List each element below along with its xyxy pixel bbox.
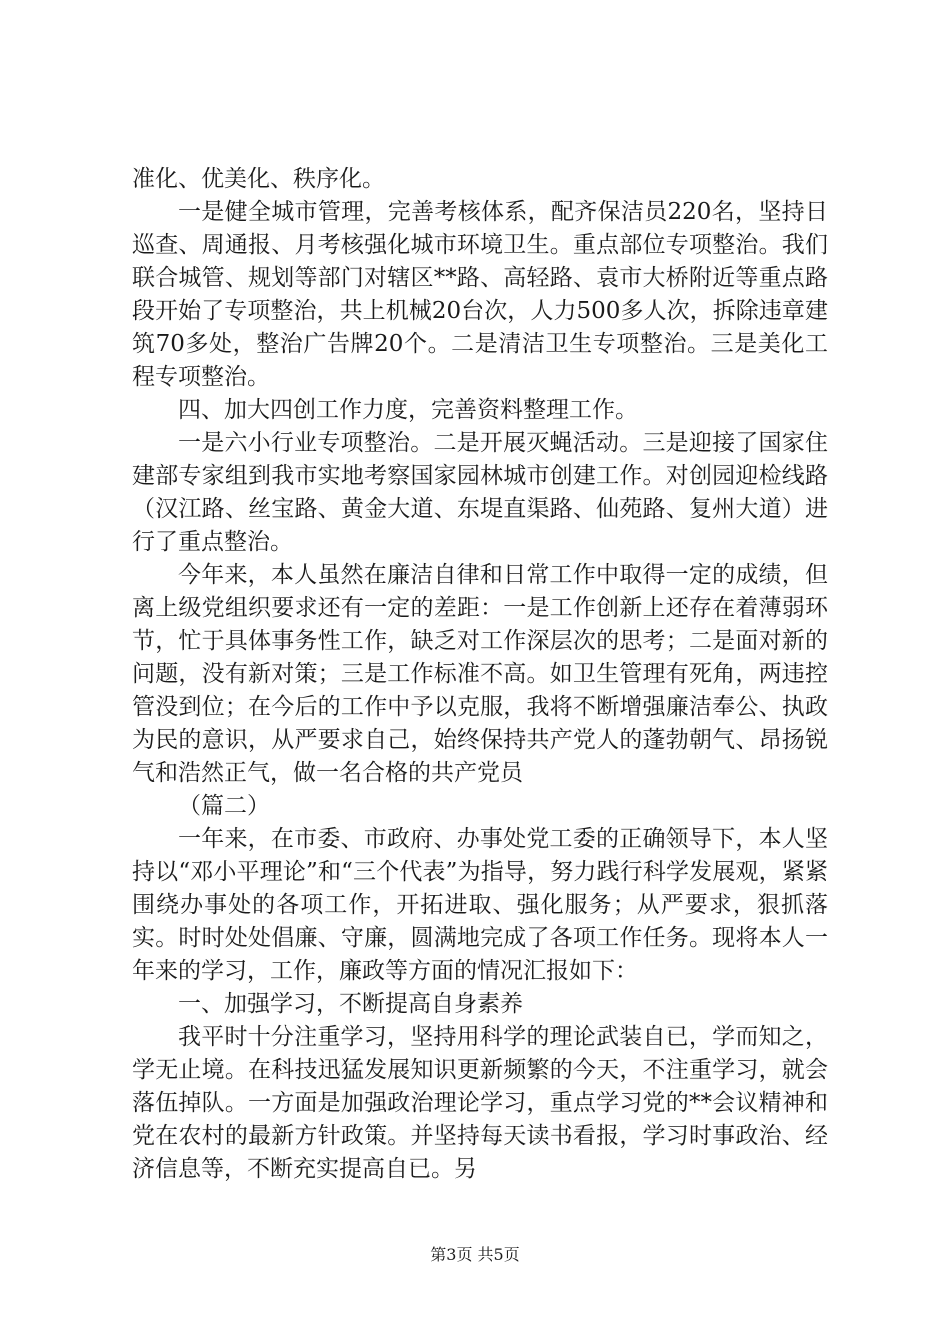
paragraph-study: 我平时十分注重学习，坚持用科学的理论武装自已，学而知之，学无止境。在科技迅猛发展知识更新频繁的今天，不注重学习，就会落伍掉队。一方面是加强政治理论学习，重点学习党的**会议精神和党在农村的最新方针政策。并坚持每天读书看报，学习时事政治、经济信息等，不断充实提高自已。另 [132, 1024, 828, 1182]
paragraph-continuation: 准化、优美化、秩序化。 [132, 166, 385, 192]
section-heading-one: 一、加强学习，不断提高自身素养 [178, 991, 523, 1017]
paragraph-special-rectification: 一是六小行业专项整治。二是开展灭蝇活动。三是迎接了国家住建部专家组到我市实地考察国家园林城市创建工作。对创园迎检线路（汉江路、丝宝路、黄金大道、东堤直渠路、仙苑路、复州大道）进行了重点整治。 [132, 430, 828, 555]
paragraph-shortcomings: 今年来，本人虽然在廉洁自律和日常工作中取得一定的成绩，但离上级党组织要求还有一定的差距：一是工作创新上还存在着薄弱环节，忙于具体事务性工作，缺乏对工作深层次的思考；二是面对新的问题，没有新对策；三是工作标准不高。如卫生管理有死角，两违控管没到位；在今后的工作中予以克服，我将不断增强廉洁奉公、执政为民的意识，从严要求自己，始终保持共产党人的蓬勃朝气、昂扬锐气和浩然正气，做一名合格的共产党员 [132, 562, 828, 786]
section-heading-four: 四、加大四创工作力度，完善资料整理工作。 [178, 397, 638, 423]
document-body [132, 163, 828, 1186]
paragraph-part-two-intro: 一年来，在市委、市政府、办事处党工委的正确领导下，本人坚持以“邓小平理论”和“三个代表”为指导，努力践行科学发展观，紧紧围绕办事处的各项工作，开拓进取、强化服务；从严要求，狠抓落实。时时处处倡廉、守廉，圆满地完成了各项工作任务。现将本人一年来的学习，工作，廉政等方面的情况汇报如下： [132, 826, 828, 984]
paragraph-city-management: 一是健全城市管理，完善考核体系，配齐保洁员220名，坚持日巡查、周通报、月考核强化城市环境卫生。重点部位专项整治。我们联合城管、规划等部门对辖区**路、高轻路、袁市大桥附近等重点路段开始了专项整治，共上机械20台次，人力500多人次，拆除违章建筑70多处，整治广告牌20个。二是清洁卫生专项整治。三是美化工程专项整治。 [132, 199, 828, 390]
page-footer: 第3页 共5页 [430, 1245, 520, 1264]
section-title-part-two: （篇二） [178, 793, 270, 819]
